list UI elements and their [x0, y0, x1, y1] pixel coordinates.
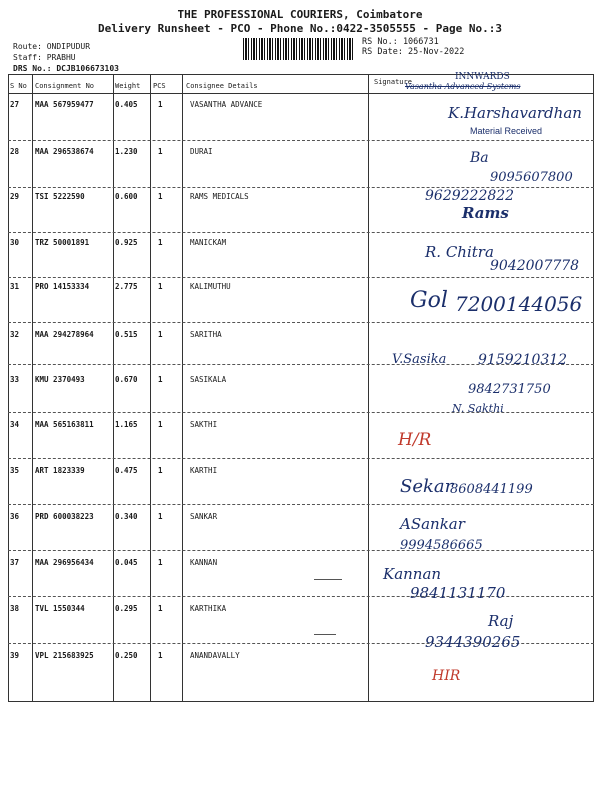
phone-34: 9842731750: [468, 382, 551, 397]
row-33-consignee: SASIKALA: [190, 375, 227, 384]
row-27-consignment: MAA 567959477: [35, 100, 94, 109]
signature-34: N. Sakthi: [452, 402, 504, 415]
row-32-pcs: 1: [158, 330, 163, 339]
col-header-pcs: PCS: [153, 82, 166, 90]
dash-mark: [314, 634, 336, 635]
row-30-sno: 30: [10, 238, 20, 247]
col-header-sno: S No: [10, 82, 27, 90]
row-36-weight: 0.340: [115, 512, 138, 521]
rs-date: RS Date: 25-Nov-2022: [362, 47, 465, 57]
row-34-consignment: MAA 565163811: [35, 420, 94, 429]
row-35-pcs: 1: [158, 466, 163, 475]
row-27-sno: 27: [10, 100, 20, 109]
row-28-weight: 1.230: [115, 147, 138, 156]
phone-35: 8608441199: [450, 482, 533, 497]
phone-31: 7200144056: [455, 292, 583, 316]
row-35-sno: 35: [10, 466, 20, 475]
phone-38: 9344390265: [425, 633, 521, 651]
row-34-weight: 1.165: [115, 420, 138, 429]
phone-30: 9042007778: [490, 258, 580, 274]
col-header-consignee: Consignee Details: [186, 82, 258, 90]
row-38-weight: 0.295: [115, 604, 138, 613]
hold-return-mark-39: HIR: [432, 668, 461, 684]
signature-30: R. Chitra: [425, 243, 494, 261]
row-33-weight: 0.670: [115, 375, 138, 384]
row-28-pcs: 1: [158, 147, 163, 156]
signature-33: V.Sasika: [392, 352, 447, 367]
row-32-consignee: SARITHA: [190, 330, 222, 339]
phone-33: 9159210312: [478, 352, 568, 368]
row-38-sno: 38: [10, 604, 20, 613]
row-34-consignee: SAKTHI: [190, 420, 218, 429]
col-header-weight: Weight: [115, 82, 141, 90]
phone-28: 9095607800: [490, 170, 573, 185]
row-29-pcs: 1: [158, 192, 163, 201]
row-39-consignee: ANANDAVALLY: [190, 651, 240, 660]
row-28-consignment: MAA 296538674: [35, 147, 94, 156]
row-36-pcs: 1: [158, 512, 163, 521]
stamp-company: Vasantha Advanced Systems: [405, 82, 521, 91]
row-30-pcs: 1: [158, 238, 163, 247]
row-37-weight: 0.045: [115, 558, 138, 567]
rs-number: RS No.: 1066731: [362, 37, 439, 47]
row-32-consignment: MAA 294278964: [35, 330, 94, 339]
row-34-pcs: 1: [158, 420, 163, 429]
row-38-consignee: KARTHIKA: [190, 604, 227, 613]
row-35-consignment: ART 1823339: [35, 466, 85, 475]
runsheet-subtitle: Delivery Runsheet - PCO - Phone No.:0422-3505555 - Page No.:3: [98, 22, 502, 35]
row-32-sno: 32: [10, 330, 20, 339]
signature-29: Rams: [462, 204, 509, 222]
row-27-pcs: 1: [158, 100, 163, 109]
row-30-consignment: TRZ 50001891: [35, 238, 90, 247]
phone-29: 9629222822: [425, 188, 515, 204]
stamp-inwards: INNWARDS: [455, 72, 510, 82]
row-37-consignment: MAA 296956434: [35, 558, 94, 567]
row-31-pcs: 1: [158, 282, 163, 291]
row-39-pcs: 1: [158, 651, 163, 660]
row-33-consignment: KMU 2370493: [35, 375, 85, 384]
row-37-consignee: KANNAN: [190, 558, 218, 567]
col-header-signature: Signature: [374, 78, 412, 86]
barcode: [243, 38, 355, 60]
row-29-weight: 0.600: [115, 192, 138, 201]
row-35-consignee: KARTHI: [190, 466, 218, 475]
row-27-weight: 0.405: [115, 100, 138, 109]
row-31-sno: 31: [10, 282, 20, 291]
row-34-sno: 34: [10, 420, 20, 429]
row-32-weight: 0.515: [115, 330, 138, 339]
row-31-consignee: KALIMUTHU: [190, 282, 231, 291]
signature-38: Raj: [488, 612, 514, 630]
row-28-consignee: DURAI: [190, 147, 213, 156]
material-received-note: Material Received: [470, 126, 543, 136]
phone-36: 9994586665: [400, 538, 483, 553]
row-33-pcs: 1: [158, 375, 163, 384]
row-35-weight: 0.475: [115, 466, 138, 475]
row-36-consignment: PRD 600038223: [35, 512, 94, 521]
row-31-consignment: PRO 14153334: [35, 282, 90, 291]
row-37-pcs: 1: [158, 558, 163, 567]
runsheet-title: THE PROFESSIONAL COURIERS, Coimbatore: [177, 8, 423, 21]
signature-35: Sekar: [400, 476, 454, 497]
route-label: Route: ONDIPUDUR: [13, 42, 91, 51]
row-36-sno: 36: [10, 512, 20, 521]
signature-36: ASankar: [400, 515, 465, 533]
row-38-consignment: TVL 1550344: [35, 604, 85, 613]
row-28-sno: 28: [10, 147, 20, 156]
dash-mark: [314, 579, 342, 580]
col-header-consignment: Consignment No: [35, 82, 95, 90]
row-29-consignee: RAMS MEDICALS: [190, 192, 249, 201]
signature-37: Kannan: [383, 565, 442, 583]
row-39-consignment: VPL 215683925: [35, 651, 94, 660]
signature-27: K.Harshavardhan: [448, 104, 582, 122]
row-37-sno: 37: [10, 558, 20, 567]
row-39-sno: 39: [10, 651, 20, 660]
row-39-weight: 0.250: [115, 651, 138, 660]
row-36-consignee: SANKAR: [190, 512, 218, 521]
drs-number: DRS No.: DCJB106673103: [13, 64, 119, 73]
row-29-consignment: TSI 5222590: [35, 192, 85, 201]
row-31-weight: 2.775: [115, 282, 138, 291]
row-33-sno: 33: [10, 375, 20, 384]
phone-37: 9841131170: [410, 584, 506, 602]
row-30-consignee: MANICKAM: [190, 238, 227, 247]
staff-label: Staff: PRABHU: [13, 53, 76, 62]
signature-31: Gol: [410, 288, 448, 313]
row-29-sno: 29: [10, 192, 20, 201]
row-27-consignee: VASANTHA ADVANCE: [190, 100, 263, 109]
signature-28: Ba: [470, 150, 489, 166]
row-30-weight: 0.925: [115, 238, 138, 247]
row-38-pcs: 1: [158, 604, 163, 613]
hold-return-mark-34: H/R: [398, 430, 432, 450]
